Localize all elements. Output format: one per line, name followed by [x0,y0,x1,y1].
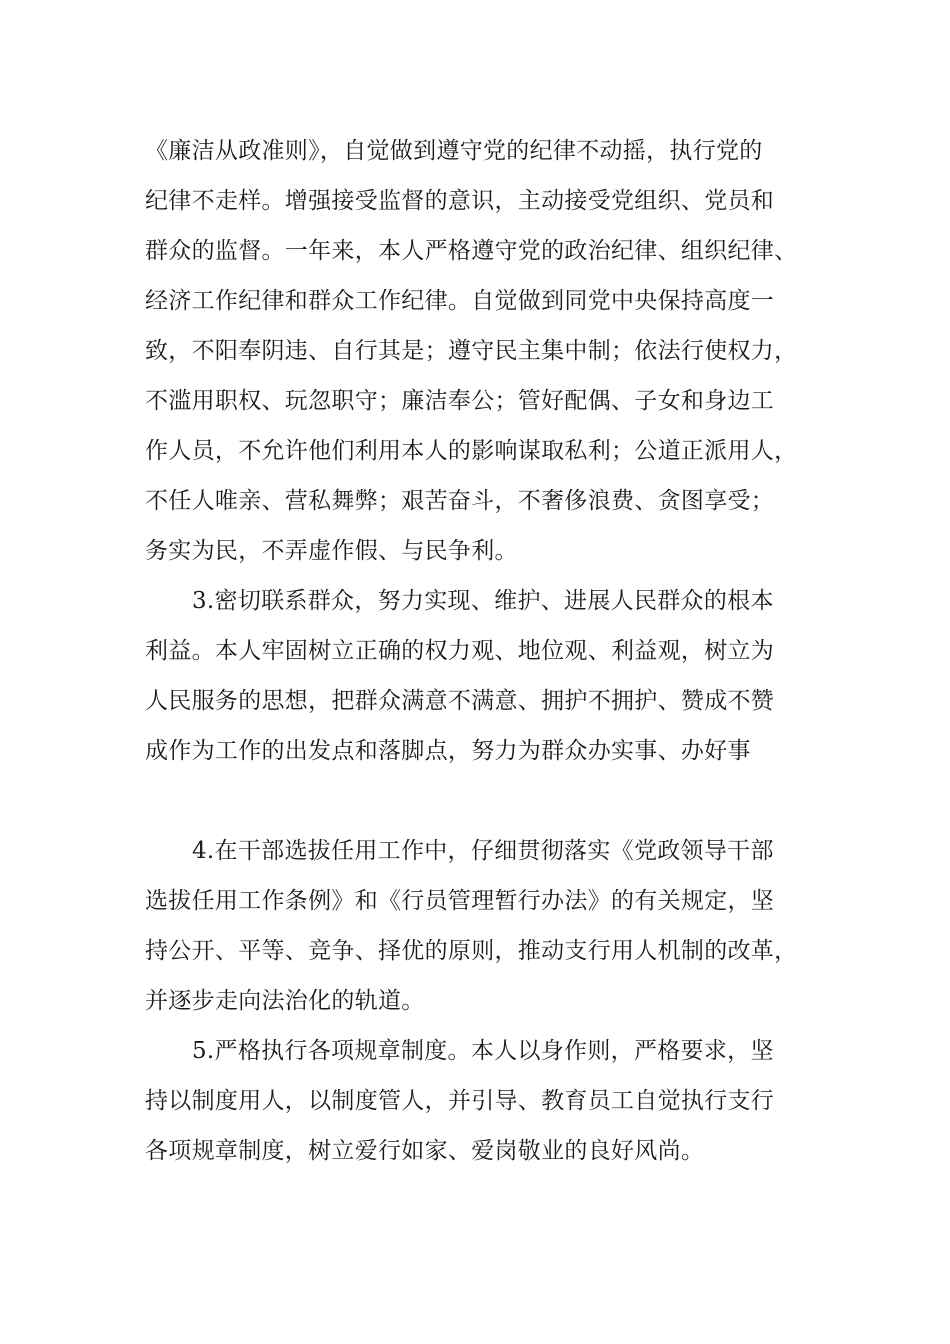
text-line: 各项规章制度，树立爱行如家、爱岗敬业的良好风尚。 [145,1138,705,1164]
text-line: 致，不阳奉阴违、自行其是；遵守民主集中制；依法行使权力， [145,338,798,364]
text-line: 不滥用职权、玩忽职守；廉洁奉公；管好配偶、子女和身边工 [145,388,775,414]
text-line: 作人员，不允许他们利用本人的影响谋取私利；公道正派用人， [145,438,798,464]
text-line: 持以制度用人，以制度管人，并引导、教育员工自觉执行支行 [145,1088,775,1114]
text-line: 利益。本人牢固树立正确的权力观、地位观、利益观，树立为 [145,638,775,664]
paragraph-5-heading-line: 5.严格执行各项规章制度。本人以身作则，严格要求，坚 [192,1038,774,1064]
text-line: 不任人唯亲、营私舞弊；艰苦奋斗，不奢侈浪费、贪图享受； [145,488,775,514]
text-line: 群众的监督。一年来，本人严格遵守党的政治纪律、组织纪律、 [145,238,798,264]
text-line: 《廉洁从政准则》，自觉做到遵守党的纪律不动摇，执行党的 [145,138,763,164]
paragraph-3-heading-line: 3.密切联系群众，努力实现、维护、进展人民群众的根本 [192,588,774,614]
text-line: 纪律不走样。增强接受监督的意识，主动接受党组织、党员和 [145,188,775,214]
text-line: 人民服务的思想，把群众满意不满意、拥护不拥护、赞成不赞 [145,688,775,714]
text-line: 持公开、平等、竞争、择优的原则，推动支行用人机制的改革， [145,938,798,964]
text-line: 经济工作纪律和群众工作纪律。自觉做到同党中央保持高度一 [145,288,775,314]
paragraph-4-heading-line: 4.在干部选拔任用工作中，仔细贯彻落实《党政领导干部 [192,838,774,864]
text-line: 并逐步走向法治化的轨道。 [145,988,425,1014]
text-line: 成作为工作的出发点和落脚点，努力为群众办实事、办好事 [145,738,751,764]
text-line: 务实为民，不弄虚作假、与民争利。 [145,538,518,564]
text-line: 选拔任用工作条例》和《行员管理暂行办法》的有关规定，坚 [145,888,775,914]
